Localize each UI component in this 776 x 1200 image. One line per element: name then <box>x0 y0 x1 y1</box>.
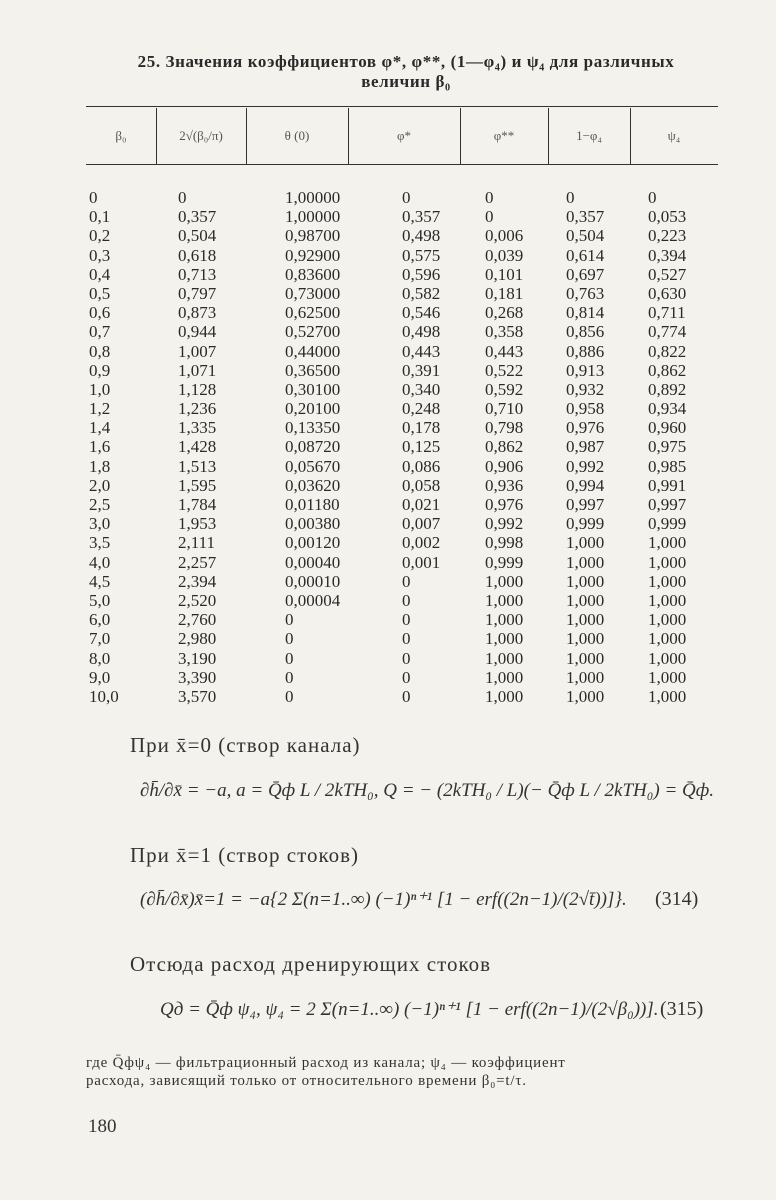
table-cell: 0,443 <box>402 341 441 361</box>
table-cell: 1,00000 <box>285 207 341 227</box>
table-cell: 0,498 <box>402 226 441 246</box>
table-cell: 1,071 <box>178 360 217 380</box>
table-cell: 0,52700 <box>285 322 341 342</box>
table-cell: 1,000 <box>648 533 687 553</box>
table-cell: 0,504 <box>566 226 605 246</box>
table-cell: 3,570 <box>178 686 217 706</box>
table-cell: 0,975 <box>648 437 687 457</box>
table-cell: 1,428 <box>178 437 217 457</box>
table-cell: 0,7 <box>89 322 111 342</box>
table-cell: 0 <box>402 648 411 668</box>
table-cell: 0,125 <box>402 437 441 457</box>
table-cell: 0,6 <box>89 303 111 323</box>
table-cell: 0,985 <box>648 456 687 476</box>
table-cell: 10,0 <box>89 686 119 706</box>
table-cell: 0,30100 <box>285 379 341 399</box>
table-cell: 1,784 <box>178 495 217 514</box>
table-cell: 0,44000 <box>285 341 341 361</box>
table-cell: 0,906 <box>485 456 524 476</box>
caption-line-1: 25. Значения коэффициентов φ*, φ**, (1—φ₄) и ψ₄ для различных <box>137 52 675 71</box>
table-cell: 2,980 <box>178 629 217 649</box>
table-cell: 1,000 <box>485 648 524 668</box>
table-cell: 1,000 <box>485 686 524 706</box>
table-cell: 3,5 <box>89 533 111 553</box>
table-cell: 0,997 <box>648 495 687 514</box>
table-cell: 3,390 <box>178 667 217 687</box>
table-cell: 0,944 <box>178 322 217 342</box>
table-cell: 0,13350 <box>285 418 341 438</box>
table-top-rule <box>86 106 718 107</box>
table-cell: 0,614 <box>566 245 605 265</box>
caption-line-2: величин β₀ <box>361 72 451 91</box>
table-cell: 0,357 <box>178 207 217 227</box>
table-cell: 0 <box>402 686 411 706</box>
table-cell: 2,257 <box>178 552 217 572</box>
table-cell: 0,268 <box>485 303 524 323</box>
header-psi4: ψ₄ <box>667 128 681 143</box>
table-cell: 0,618 <box>178 245 217 265</box>
table-cell: 9,0 <box>89 667 111 687</box>
table-cell: 1,335 <box>178 418 217 438</box>
table-cell: 1,000 <box>566 533 605 553</box>
table-cell: 0,934 <box>648 399 687 419</box>
table-cell: 1,000 <box>566 552 605 572</box>
table-cell: 0,357 <box>402 207 441 227</box>
table-cell: 0 <box>178 188 187 207</box>
table-cell: 0,976 <box>566 418 605 438</box>
table-cell: 2,760 <box>178 610 217 630</box>
table-cell: 0,575 <box>402 245 441 265</box>
table-cell: 0,394 <box>648 245 687 265</box>
table-cell: 0 <box>285 667 294 687</box>
column-psi4 <box>648 188 686 706</box>
table-cell: 1,000 <box>648 571 687 591</box>
table-cell: 0,527 <box>648 264 687 284</box>
table-cell: 0,73000 <box>285 283 341 303</box>
table-cell: 0,98700 <box>285 226 341 246</box>
table-cell: 1,000 <box>566 648 605 668</box>
table-cell: 1,000 <box>648 648 687 668</box>
table-cell: 2,0 <box>89 475 111 495</box>
table-cell: 0,992 <box>485 514 524 534</box>
table-cell: 0,936 <box>485 475 524 495</box>
table-cell: 1,128 <box>178 379 217 399</box>
table-cell: 1,000 <box>485 629 524 649</box>
column-one-minus-phi4 <box>566 188 604 706</box>
table-cell: 0,873 <box>178 303 217 323</box>
page-number: 180 <box>88 1116 117 1137</box>
table-cell: 1,00000 <box>285 188 341 207</box>
column-phi-star <box>402 188 440 706</box>
table-cell: 0,8 <box>89 341 111 361</box>
column-theta0 <box>285 188 340 706</box>
footnote-line-2: расхода, зависящий только от относительного времени β₀=t/τ. <box>86 1073 527 1089</box>
table-cell: 0,2 <box>89 226 111 246</box>
table-cell: 1,000 <box>648 629 687 649</box>
table-cell: 0,992 <box>566 456 605 476</box>
table-cell: 1,595 <box>178 475 217 495</box>
table-cell: 1,007 <box>178 341 217 361</box>
table-cell: 2,520 <box>178 590 217 610</box>
table-cell: 0,05670 <box>285 456 341 476</box>
table-cell: 1,000 <box>485 571 524 591</box>
table-cell: 1,000 <box>485 667 524 687</box>
table-cell: 0,774 <box>648 322 687 342</box>
table-cell: 0 <box>402 629 411 649</box>
table-cell: 0,358 <box>485 322 524 342</box>
table-cell: 0,797 <box>178 283 217 303</box>
table-cell: 1,000 <box>566 629 605 649</box>
table-cell: 0,03620 <box>285 475 341 495</box>
table-cell: 0 <box>89 188 98 207</box>
table-cell: 8,0 <box>89 648 111 668</box>
table-cell: 0 <box>402 667 411 687</box>
table-cell: 0 <box>402 610 411 630</box>
table-cell: 0,814 <box>566 303 605 323</box>
table-cell: 0,248 <box>402 399 441 419</box>
table-cell: 1,000 <box>566 686 605 706</box>
table-cell: 0,00380 <box>285 514 341 534</box>
table-cell: 0,710 <box>485 399 524 419</box>
equation-number-314: (314) <box>655 888 699 910</box>
table-cell: 1,000 <box>566 667 605 687</box>
table-cell: 1,000 <box>648 590 687 610</box>
header-beta0: β₀ <box>115 128 127 143</box>
footnote <box>86 1054 726 1090</box>
table-cell: 0,3 <box>89 245 111 265</box>
table-cell: 0,00120 <box>285 533 341 553</box>
table-cell: 0,4 <box>89 264 111 284</box>
table-cell: 0,1 <box>89 207 111 227</box>
table-cell: 0 <box>285 686 294 706</box>
table-cell: 0 <box>402 590 411 610</box>
header-sqrt-beta-over-pi: 2√(β₀/π) <box>179 128 223 143</box>
header-one-minus-phi4: 1−φ₄ <box>576 128 602 143</box>
equation-315: Qд = Q̄ф ψ₄, ψ₄ = 2 Σ(n=1..∞) (−1)ⁿ⁺¹ [1 − erf((2n−1)/(2√β₀))]. <box>160 999 659 1020</box>
table-cell: 0,20100 <box>285 399 341 419</box>
table-cell: 0,862 <box>485 437 524 457</box>
table-cell: 0,798 <box>485 418 524 438</box>
equation-314: (∂h̄/∂x̄)x̄=1 = −a{2 Σ(n=1..∞) (−1)ⁿ⁺¹ [1 − erf((2n−1)/(2√t̄))]}. <box>140 889 627 910</box>
table-cell: 0,822 <box>648 341 687 361</box>
table-cell: 0,763 <box>566 283 605 303</box>
table-cell: 0,002 <box>402 533 441 553</box>
table-cell: 0,36500 <box>285 360 341 380</box>
table-cell: 0,62500 <box>285 303 341 323</box>
table-cell: 1,000 <box>566 610 605 630</box>
table-cell: 0 <box>402 188 411 207</box>
table-cell: 1,513 <box>178 456 217 476</box>
table-cell: 4,5 <box>89 571 111 591</box>
table-cell: 1,000 <box>485 610 524 630</box>
table-cell: 0,991 <box>648 475 687 495</box>
table-cell: 0,976 <box>485 495 524 514</box>
header-phi-star: φ* <box>396 128 411 143</box>
table-cell: 0,357 <box>566 207 605 227</box>
table-cell: 0 <box>285 648 294 668</box>
table-cell: 0,999 <box>566 514 605 534</box>
table-cell: 0 <box>566 188 575 207</box>
table-cell: 0,596 <box>402 264 441 284</box>
table-cell: 0,101 <box>485 264 524 284</box>
header-phi-double-star: φ** <box>493 128 515 143</box>
table-cell: 0,92900 <box>285 245 341 265</box>
table-cell: 2,5 <box>89 495 111 514</box>
table-cell: 3,190 <box>178 648 217 668</box>
table-cell: 0 <box>402 571 411 591</box>
table-cell: 0,498 <box>402 322 441 342</box>
intro-drain-discharge: Отсюда расход дренирующих стоков <box>130 952 492 976</box>
table-cell: 0,892 <box>648 379 687 399</box>
table-cell: 0,999 <box>648 514 687 534</box>
table-cell: 0,08720 <box>285 437 341 457</box>
column-beta0 <box>89 188 119 706</box>
table-cell: 1,8 <box>89 456 111 476</box>
table-cell: 0,713 <box>178 264 217 284</box>
table-cell: 0,007 <box>402 514 441 534</box>
table-cell: 0,5 <box>89 283 111 303</box>
table-cell: 0,001 <box>402 552 441 572</box>
table-cell: 1,000 <box>566 590 605 610</box>
table-cell: 2,394 <box>178 571 217 591</box>
table-cell: 0,00004 <box>285 590 341 610</box>
table-cell: 0,006 <box>485 226 524 246</box>
table-cell: 0,053 <box>648 207 687 227</box>
table-cell: 0,711 <box>648 303 686 323</box>
column-phi-double-star <box>485 188 523 706</box>
table-cell: 0 <box>485 207 494 227</box>
table-cell: 0 <box>285 629 294 649</box>
table-cell: 4,0 <box>89 552 111 572</box>
table-cell: 5,0 <box>89 590 111 610</box>
table-header-rule <box>86 164 718 165</box>
table-cell: 1,236 <box>178 399 217 419</box>
table-cell: 0,086 <box>402 456 441 476</box>
table-cell: 0,178 <box>402 418 441 438</box>
table-cell: 1,000 <box>566 571 605 591</box>
equation-gradient-x0: ∂h̄/∂x̄ = −a, a = Q̄ф L / 2kTH₀, Q = − (2kTH₀ / L)(− Q̄ф L / 2kTH₀) = Q̄ф. <box>140 780 714 801</box>
equation-number-315: (315) <box>660 998 704 1020</box>
table-cell: 0,999 <box>485 552 524 572</box>
table-caption <box>86 52 726 92</box>
table-cell: 0,058 <box>402 475 441 495</box>
table-cell: 0,522 <box>485 360 524 380</box>
header-theta0: θ (0) <box>284 128 310 143</box>
table-cell: 0,592 <box>485 379 524 399</box>
table-cell: 0,00010 <box>285 571 341 591</box>
table-cell: 7,0 <box>89 629 111 649</box>
table-cell: 0,83600 <box>285 264 341 284</box>
table-cell: 0,181 <box>485 283 524 303</box>
table-cell: 0 <box>285 610 294 630</box>
table-cell: 0,958 <box>566 399 605 419</box>
table-cell: 3,0 <box>89 514 111 534</box>
table-cell: 0,994 <box>566 475 605 495</box>
table-cell: 0,039 <box>485 245 524 265</box>
table-cell: 0,546 <box>402 303 441 323</box>
table-cell: 1,000 <box>485 590 524 610</box>
table-cell: 0,932 <box>566 379 605 399</box>
table-cell: 1,000 <box>648 610 687 630</box>
table-cell: 1,000 <box>648 552 687 572</box>
table-cell: 0,913 <box>566 360 605 380</box>
table-cell: 0,504 <box>178 226 217 246</box>
table-cell: 1,000 <box>648 686 687 706</box>
table-cell: 1,953 <box>178 514 217 534</box>
column-sqrt <box>178 188 216 706</box>
table-cell: 0,01180 <box>285 495 340 514</box>
table-cell: 0,582 <box>402 283 441 303</box>
table-cell: 0,997 <box>566 495 605 514</box>
table-cell: 0,021 <box>402 495 441 514</box>
table-cell: 0,340 <box>402 379 441 399</box>
table-cell: 0 <box>648 188 657 207</box>
table-cell: 1,6 <box>89 437 111 457</box>
table-cell: 0,00040 <box>285 552 341 572</box>
table-cell: 1,2 <box>89 399 111 419</box>
table-cell: 0,443 <box>485 341 524 361</box>
table-cell: 0,998 <box>485 533 524 553</box>
table-cell: 0,862 <box>648 360 687 380</box>
table-cell: 2,111 <box>178 533 215 553</box>
table-cell: 0,987 <box>566 437 605 457</box>
table-cell: 0,630 <box>648 283 687 303</box>
table-cell: 0,697 <box>566 264 605 284</box>
table-cell: 1,0 <box>89 379 111 399</box>
table-cell: 0,391 <box>402 360 441 380</box>
table-cell: 0,886 <box>566 341 605 361</box>
table-cell: 0,960 <box>648 418 687 438</box>
table-cell: 0 <box>485 188 494 207</box>
table-cell: 6,0 <box>89 610 111 630</box>
table-cell: 1,4 <box>89 418 111 438</box>
table-cell: 0,223 <box>648 226 687 246</box>
table-cell: 0,9 <box>89 360 111 380</box>
condition-x1: При x̄=1 (створ стоков) <box>130 843 360 867</box>
condition-x0: При x̄=0 (створ канала) <box>130 733 361 757</box>
table-cell: 1,000 <box>648 667 687 687</box>
table-cell: 0,856 <box>566 322 605 342</box>
footnote-line-1: где Q̄фψ₄ — фильтрационный расход из канала; ψ₄ — коэффициент <box>86 1055 566 1071</box>
